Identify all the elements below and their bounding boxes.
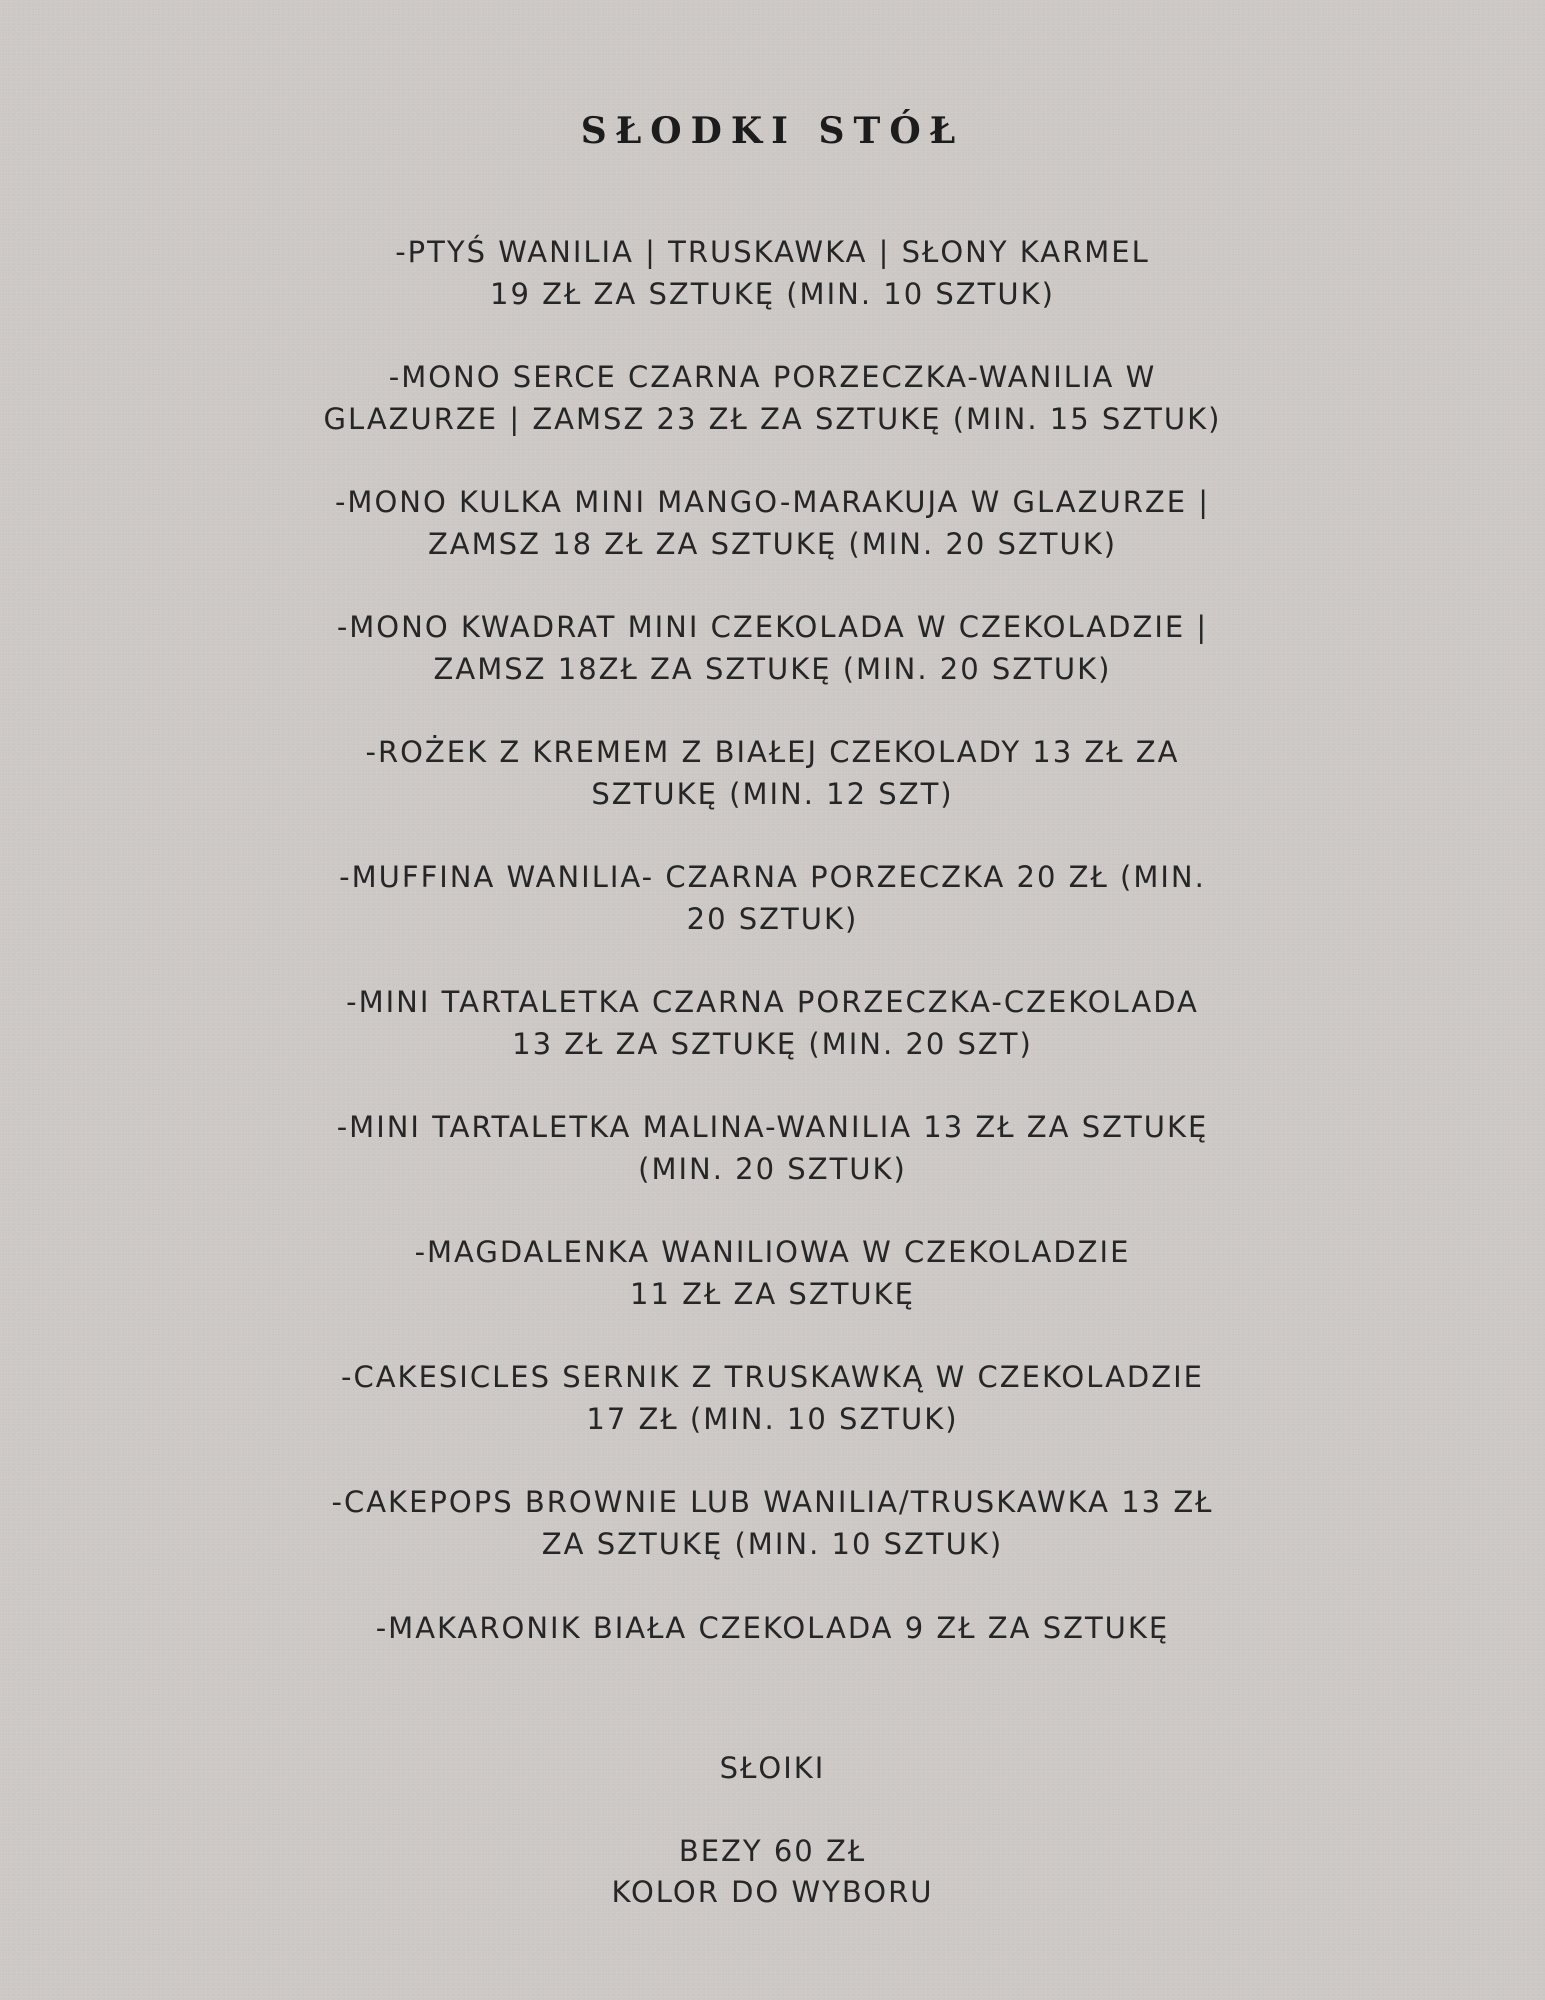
bezy-price: BEZY 60 ZŁ xyxy=(678,1834,867,1868)
bezy-color-note: KOLOR DO WYBORU xyxy=(611,1875,934,1909)
menu-item-line: -ROŻEK Z KREMEM Z BIAŁEJ CZEKOLADY 13 ZŁ ZA xyxy=(365,735,1180,769)
menu-item-line: 13 ZŁ ZA SZTUKĘ (MIN. 20 SZT) xyxy=(512,1027,1033,1061)
menu-item-ptys xyxy=(0,231,1545,315)
menu-item-line: 17 ZŁ (MIN. 10 SZTUK) xyxy=(586,1402,959,1436)
menu-item-mono-kwadrat xyxy=(0,606,1545,690)
menu-item-line: -MUFFINA WANILIA- CZARNA PORZECZKA 20 ZŁ (MIN. xyxy=(339,860,1206,894)
menu-item-line: ZAMSZ 18 ZŁ ZA SZTUKĘ (MIN. 20 SZTUK) xyxy=(427,527,1118,561)
menu-item-line: -MINI TARTALETKA MALINA-WANILIA 13 ZŁ ZA SZTUKĘ xyxy=(336,1110,1209,1144)
menu-item-line: 11 ZŁ ZA SZTUKĘ xyxy=(630,1277,915,1311)
menu-item-magdalenka xyxy=(0,1231,1545,1315)
menu-item-line: ZAMSZ 18ZŁ ZA SZTUKĘ (MIN. 20 SZTUK) xyxy=(433,652,1112,686)
menu-item-muffina xyxy=(0,856,1545,940)
menu-item-line: -CAKESICLES SERNIK Z TRUSKAWKĄ W CZEKOLADZIE xyxy=(341,1360,1204,1394)
menu-item-line: -PTYŚ WANILIA | TRUSKAWKA | SŁONY KARMEL xyxy=(395,235,1150,269)
menu-item-line: -MAGDALENKA WANILIOWA W CZEKOLADZIE xyxy=(414,1235,1131,1269)
menu-item-line: -MONO SERCE CZARNA PORZECZKA-WANILIA W xyxy=(388,360,1157,394)
menu-item-line: -MAKARONIK BIAŁA CZEKOLADA 9 ZŁ ZA SZTUKĘ xyxy=(375,1611,1170,1645)
menu-item-tartaletka-porzeczka xyxy=(0,981,1545,1065)
menu-item-mono-kulka xyxy=(0,481,1545,565)
menu-item-line: -MONO KULKA MINI MANGO-MARAKUJA W GLAZURZE | xyxy=(334,485,1211,519)
menu-item-cakesicles xyxy=(0,1356,1545,1440)
menu-item-mono-serce xyxy=(0,356,1545,440)
menu-item-line: 19 ZŁ ZA SZTUKĘ (MIN. 10 SZTUK) xyxy=(490,277,1055,311)
menu-item-line: GLAZURZE | ZAMSZ 23 ZŁ ZA SZTUKĘ (MIN. 15 SZTUK) xyxy=(323,402,1222,436)
menu-item-line: 20 SZTUK) xyxy=(686,902,859,936)
menu-item-rozek xyxy=(0,731,1545,815)
menu-item-tartaletka-malina xyxy=(0,1106,1545,1190)
menu-item-line: -MONO KWADRAT MINI CZEKOLADA W CZEKOLADZIE | xyxy=(336,610,1209,644)
section-title-sloiki: SŁOIKI xyxy=(719,1751,826,1785)
menu-item-makaronik xyxy=(0,1607,1545,1649)
menu-item-line: -MINI TARTALETKA CZARNA PORZECZKA-CZEKOLADA xyxy=(346,985,1199,1019)
menu-item-line: (MIN. 20 SZTUK) xyxy=(638,1152,907,1186)
menu-item-line: -CAKEPOPS BROWNIE LUB WANILIA/TRUSKAWKA 13 ZŁ xyxy=(331,1485,1214,1519)
menu-item-line: SZTUKĘ (MIN. 12 SZT) xyxy=(591,777,954,811)
page-title: SŁODKI STÓŁ xyxy=(580,110,965,152)
menu-item-cakepops xyxy=(0,1481,1545,1565)
menu-item-line: ZA SZTUKĘ (MIN. 10 SZTUK) xyxy=(541,1527,1004,1561)
